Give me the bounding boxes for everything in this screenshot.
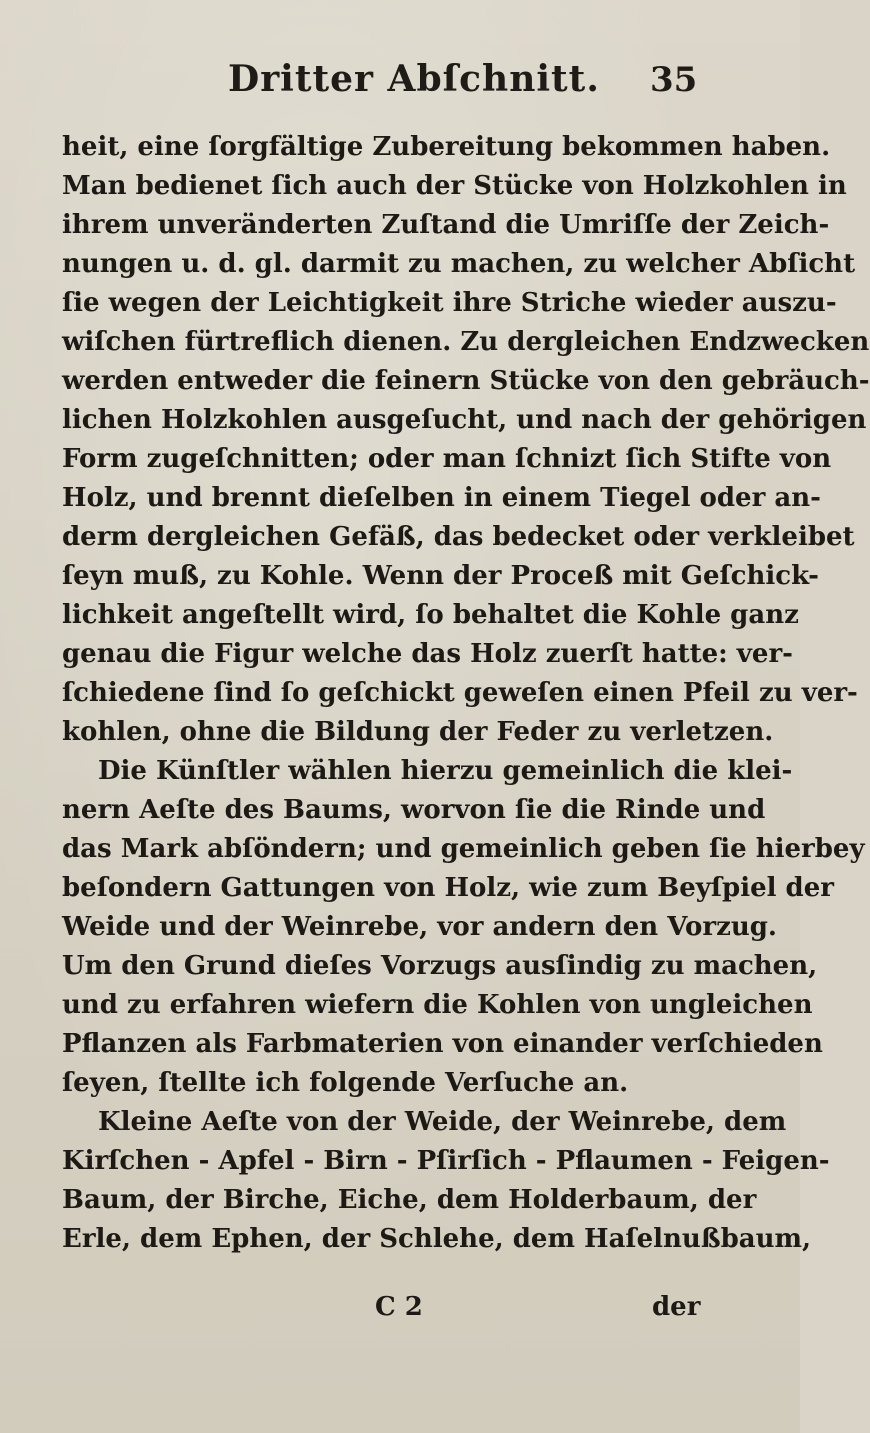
text-line: beſondern Gattungen von Holz, wie zum Beyſpiel der	[62, 873, 834, 903]
text-line: lichen Holzkohlen ausgeſucht, und nach der gehörigen	[62, 405, 867, 435]
body-text	[62, 128, 870, 1259]
text-line: lichkeit angeſtellt wird, ſo behaltet die Kohle ganz	[62, 600, 799, 630]
text-line: ſie wegen der Leichtigkeit ihre Striche wieder auszu-	[62, 288, 837, 318]
text-line: ſchiedene ſind ſo geſchickt geweſen einen Pfeil zu ver-	[62, 678, 858, 708]
text-line: ihrem unveränderten Zuſtand die Umriſſe der Zeich-	[62, 210, 830, 240]
catchword: der	[652, 1292, 701, 1322]
text-line: Weide und der Weinrebe, vor andern den Vorzug.	[62, 912, 777, 942]
text-line: heit, eine ſorgfältige Zubereitung bekommen haben.	[62, 132, 831, 162]
page-footer	[0, 1292, 800, 1332]
text-line: Kirſchen - Apfel - Birn - Pſirſich - Pflaumen - Feigen-	[62, 1146, 830, 1176]
text-line: kohlen, ohne die Bildung der Feder zu verletzen.	[62, 717, 774, 747]
chapter-title: Dritter Abſchnitt.	[228, 58, 600, 100]
text-line: ſeyn muß, zu Kohle. Wenn der Proceß mit Geſchick-	[62, 561, 819, 591]
text-line: nungen u. d. gl. darmit zu machen, zu welcher Abſicht	[62, 249, 856, 279]
text-line: das Mark abſöndern; und gemeinlich geben ſie hierbey	[62, 834, 865, 864]
signature-mark: C 2	[375, 1292, 423, 1322]
text-line: Form zugeſchnitten; oder man ſchnizt ſich Stifte von	[62, 444, 832, 474]
text-line: Holz, und brennt dieſelben in einem Tiegel oder an-	[62, 483, 821, 513]
text-line: Pflanzen als Farbmaterien von einander verſchieden	[62, 1029, 823, 1059]
text-line: nern Aeſte des Baums, worvon ſie die Rinde und	[62, 795, 766, 825]
running-head	[0, 58, 800, 98]
page-number: 35	[650, 60, 698, 100]
text-line: Die Künſtler wählen hierzu gemeinlich die klei-	[98, 756, 793, 786]
text-line: ſeyen, ſtellte ich folgende Verſuche an.	[62, 1068, 629, 1098]
text-line: Baum, der Birche, Eiche, dem Holderbaum, der	[62, 1185, 757, 1215]
text-line: Man bedienet ſich auch der Stücke von Holzkohlen in	[62, 171, 847, 201]
text-line: genau die Figur welche das Holz zuerſt hatte: ver-	[62, 639, 793, 669]
text-line: und zu erfahren wiefern die Kohlen von ungleichen	[62, 990, 813, 1020]
text-line: Erle, dem Ephen, der Schlehe, dem Haſelnußbaum,	[62, 1224, 812, 1254]
text-line: werden entweder die feinern Stücke von den gebräuch-	[62, 366, 870, 396]
text-line: wiſchen fürtreflich dienen. Zu dergleichen Endzwecken	[62, 327, 870, 357]
text-line: derm dergleichen Gefäß, das bedecket oder verkleibet	[62, 522, 855, 552]
text-line: Kleine Aeſte von der Weide, der Weinrebe, dem	[98, 1107, 787, 1137]
text-line: Um den Grund dieſes Vorzugs ausſindig zu machen,	[62, 951, 818, 981]
